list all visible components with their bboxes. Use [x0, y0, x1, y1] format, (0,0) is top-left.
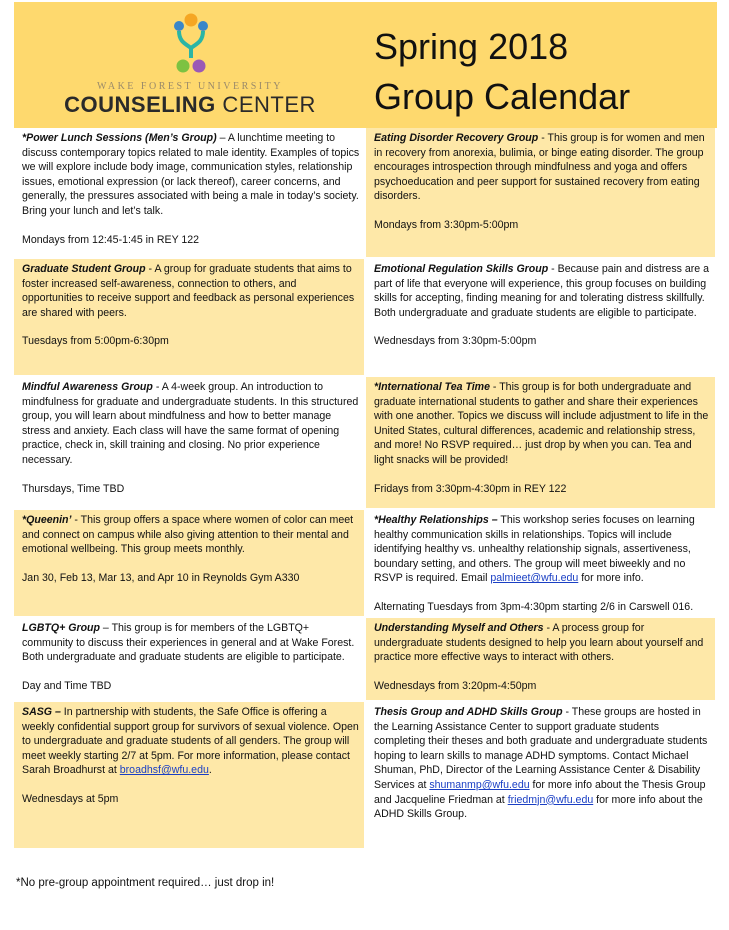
- group-cell-healthy-relationships: [366, 510, 717, 618]
- title-line-2: Group Calendar: [374, 76, 631, 117]
- email-link-shumanmp[interactable]: shumanmp@wfu.edu: [429, 778, 530, 791]
- group-cell-sasg: [14, 702, 366, 850]
- page-title: [374, 22, 630, 122]
- group-desc: - This group is for both undergraduate and graduate international students to gather and share their experiences with one another. Topics we discuss will include adjustment to life in the United States, cultural differences, academic and relationship stress, and more! No RSVP required… just drop by when you can. Tea and light snacks will be provided!: [374, 381, 709, 466]
- email-link-broadhsf[interactable]: broadhsf@wfu.edu: [119, 764, 209, 777]
- group-schedule: Wednesdays from 3:20pm-4:50pm: [374, 679, 537, 692]
- group-name: Understanding Myself and Others: [374, 622, 544, 634]
- group-schedule: Day and Time TBD: [22, 679, 112, 692]
- group-name: Thesis Group and ADHD Skills Group: [374, 706, 563, 718]
- group-name: Mindful Awareness Group: [22, 381, 153, 393]
- group-desc: - Because pain and distress are a part of life that everyone will experience, this group focuses on building skills for accepting, finding meaning for and tolerating distress skillfully. Both undergraduate and graduate students are eligible to participate.: [374, 263, 709, 319]
- group-name: SASG –: [22, 706, 61, 718]
- group-schedule: Wednesdays at 5pm: [22, 792, 119, 805]
- group-name: Eating Disorder Recovery Group: [374, 132, 539, 144]
- group-schedule: Mondays from 3:30pm-5:00pm: [374, 218, 519, 231]
- center-name: [14, 92, 366, 118]
- group-cell-emotional-regulation: [366, 259, 717, 377]
- calendar-sheet: [14, 2, 717, 850]
- group-desc: This workshop series focuses on learning healthy communication skills in relationships. Topics will include identifying healthy vs. unhealthy relationship signals, assertiveness, boundary setting, and others. The group will meet biweekly and no RSVP is required. Email: [374, 514, 695, 585]
- group-cell-eating-disorder: [366, 128, 717, 259]
- email-link-palmieet[interactable]: palmieet@wfu.edu: [490, 572, 579, 585]
- group-desc: - A 4-week group. An introduction to mindfulness for graduate and undergraduate students. In this structured group, you will learn about mindfulness and how to better manage stress and anxiety. Each class will have the same format of opening practice, check in, skill training and closing. No prior experience necessary.: [22, 381, 359, 466]
- title-line-1: Spring 2018: [374, 26, 569, 67]
- group-schedule: Jan 30, Feb 13, Mar 13, and Apr 10 in Reynolds Gym A330: [22, 571, 300, 584]
- group-schedule: Tuesdays from 5:00pm-6:30pm: [22, 335, 169, 348]
- group-cell-lgbtq: [14, 618, 366, 702]
- group-desc: - This group offers a space where women of color can meet and connect on campus while also giving attention to their mental and emotional wellbeing. This group meets monthly.: [22, 514, 354, 556]
- group-name: Emotional Regulation Skills Group: [374, 263, 549, 275]
- group-schedule: Mondays from 12:45-1:45 in REY 122: [22, 233, 200, 246]
- group-cell-queenin: [14, 510, 366, 618]
- email-link-friedmjn[interactable]: friedmjn@wfu.edu: [507, 793, 594, 806]
- group-cell-power-lunch: [14, 128, 366, 259]
- group-desc: – A lunchtime meeting to discuss contemporary topics related to male identity. Examples of topics we will explore include body image, communication styles, relationship issues, emotional expression (or lack thereof), career concerns, and generally, the pressures associated with being a male in today’s society. Bring your lunch and let’s talk.: [22, 132, 360, 217]
- group-cell-mindful-awareness: [14, 377, 366, 510]
- center-name-bold: COUNSELING: [64, 92, 216, 117]
- group-grid: [14, 128, 717, 850]
- group-desc: - These groups are hosted in the Learning Assistance Center to support graduate students completing their theses and both graduate and undergraduate students hoping to learn skills to manage ADHD symptoms. Contact Michael Shuman, PhD, Director of the Learning Assistance Center & Disability Services at: [374, 706, 708, 791]
- group-cell-graduate-student: [14, 259, 366, 377]
- group-cell-international-tea: [366, 377, 717, 510]
- people-logo-icon: [174, 12, 208, 74]
- group-desc: - A group for graduate students that aims to foster increased self-awareness, connection to others, and opportunities to receive support and feedback as personal experiences are shared with peers.: [22, 263, 355, 319]
- group-desc-after: for more info.: [578, 572, 644, 585]
- group-desc-mid: for more info about the Thesis Group and Jacqueline Friedman at: [374, 778, 706, 806]
- group-name: Graduate Student Group: [22, 263, 146, 275]
- group-desc: In partnership with students, the Safe Office is offering a weekly confidential support group for survivors of sexual violence. Open to undergraduate and graduate students of all genders. The group will meet weekly starting 2/7 at 5pm. For more information, please contact Sarah Broadhurst at: [22, 706, 359, 777]
- group-schedule: Alternating Tuesdays from 3pm-4:30pm starting 2/6 in Carswell 016.: [374, 600, 694, 613]
- group-schedule: Fridays from 3:30pm-4:30pm in REY 122: [374, 482, 567, 495]
- group-desc: - This group is for women and men in recovery from anorexia, bulimia, or binge eating disorder. The group encourages introspection through mindfulness and yoga and offers psychoeducation and peer support for sustained recovery from eating disorders.: [374, 132, 705, 203]
- group-name: *Healthy Relationships –: [374, 514, 498, 526]
- group-schedule: Wednesdays from 3:30pm-5:00pm: [374, 335, 537, 348]
- counseling-center-logo: [14, 2, 366, 128]
- group-schedule: Thursdays, Time TBD: [22, 482, 125, 495]
- center-name-rest: CENTER: [215, 92, 316, 117]
- group-desc: – This group is for members of the LGBTQ+ community to discuss their experiences in general and at Wake Forest. Both undergraduate and graduate students are eligible to participate.: [22, 622, 355, 664]
- group-desc-after: .: [208, 764, 212, 777]
- group-name: LGBTQ+ Group: [22, 622, 100, 634]
- group-cell-thesis-adhd: [366, 702, 717, 850]
- group-name: *Power Lunch Sessions (Men’s Group): [22, 132, 217, 144]
- group-desc: - A process group for undergraduate students designed to help you learn about yourself and practice more effective ways to interact with others.: [374, 622, 704, 664]
- header: [14, 2, 717, 128]
- group-cell-understanding-myself: [366, 618, 717, 702]
- university-name: WAKE FOREST UNIVERSITY: [97, 81, 283, 92]
- footnote: *No pre-group appointment required… just drop in!: [16, 877, 275, 889]
- group-name: *International Tea Time: [374, 381, 490, 393]
- group-desc-after: for more info about the ADHD Skills Group.: [374, 793, 703, 821]
- group-name: *Queenin’: [22, 514, 72, 526]
